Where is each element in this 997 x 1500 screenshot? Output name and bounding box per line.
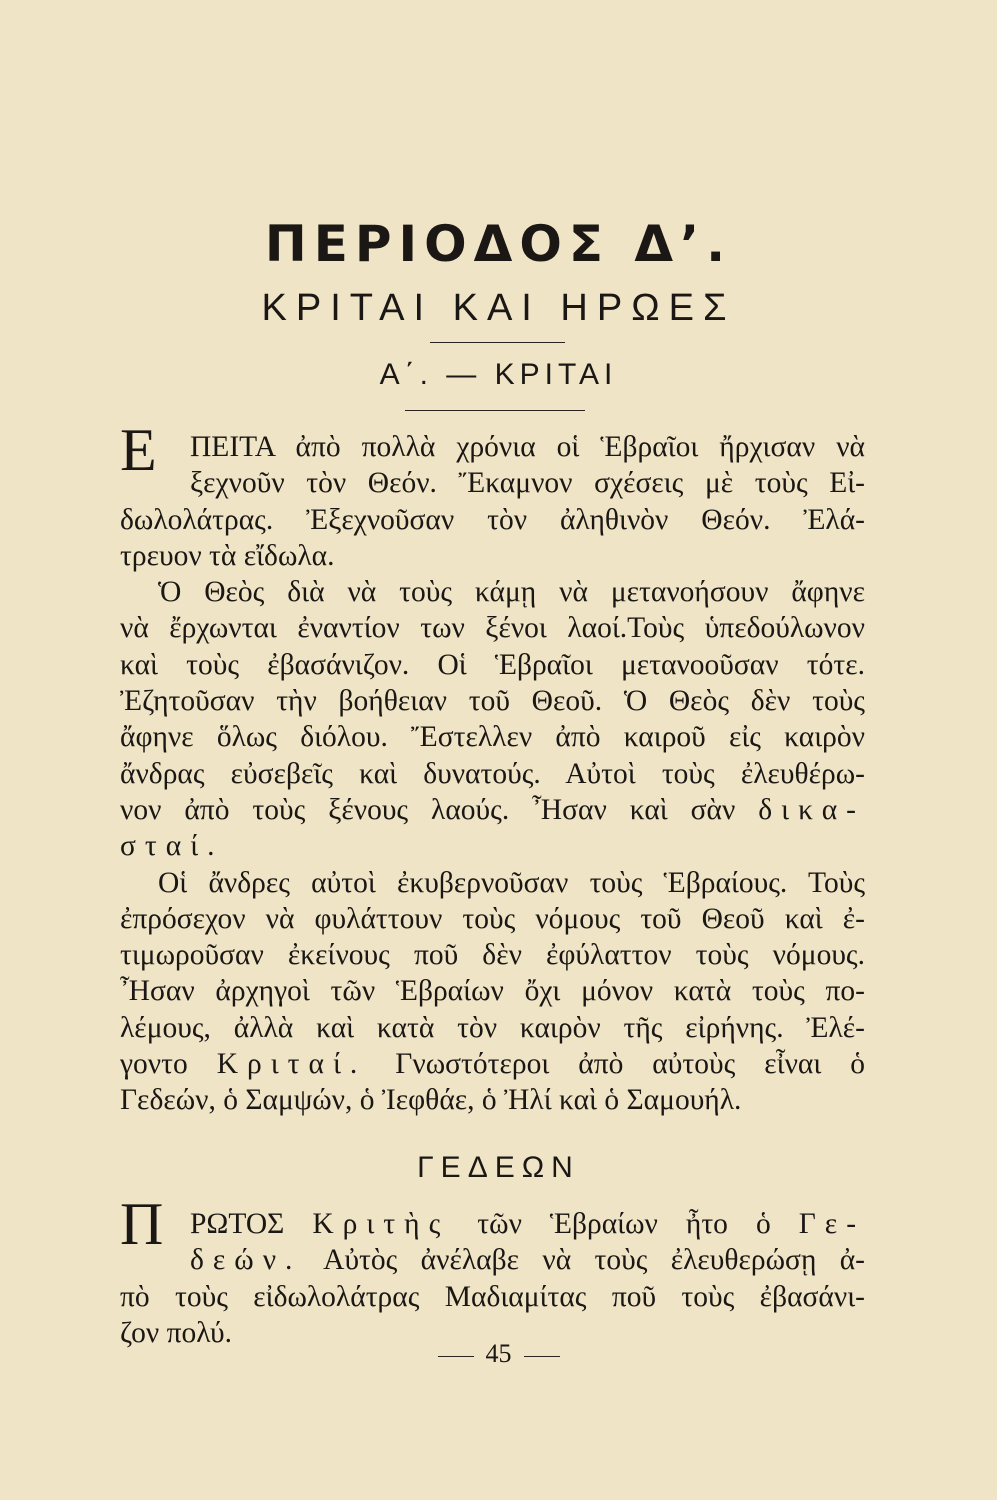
text-line: ΠΕΙΤΑ ἀπὸ πολλὰ χρόνια οἱ Ἑβραῖοι ἤρχισαν νὰ bbox=[190, 431, 865, 463]
divider-rule bbox=[405, 410, 585, 411]
text-line bbox=[120, 1206, 865, 1242]
spaced-word: Κριτὴς bbox=[312, 1208, 450, 1240]
text-line: Οἱ ἄνδρες αὐτοὶ ἐκυβερνοῦσαν τοὺς Ἑβραίους. Τοὺς bbox=[158, 866, 865, 899]
section-heading-gideon: ΓΕΔΕΩΝ bbox=[417, 1151, 580, 1184]
page-number bbox=[0, 1338, 997, 1370]
text-line: Ἐζητοῦσαν τὴν βοήθειαν τοῦ Θεοῦ. Ὁ Θεὸς δὲν τοὺς bbox=[120, 685, 865, 718]
text-line: Γεδεών, ὁ Σαμψών, ὁ Ἰεφθάε, ὁ Ἠλί καὶ ὁ Σαμουήλ. bbox=[120, 1084, 742, 1117]
text-line: νὰ ἔρχωνται ἐναντίον των ξένοι λαοί.Τοὺς ὑπεδούλωνον bbox=[120, 612, 865, 645]
text-segment: ΡΩΤΟΣ bbox=[190, 1208, 285, 1240]
spaced-word: Κριταί. bbox=[216, 1048, 367, 1081]
chapter-title: ΠΕΡΙΟΔΟΣ Δ’. bbox=[264, 215, 733, 273]
text-segment: γοντο bbox=[120, 1048, 188, 1081]
dash bbox=[438, 1356, 474, 1357]
text-line: Ἦσαν ἀρχηγοὶ τῶν Ἑβραίων ὄχι μόνον κατὰ τοὺς πο- bbox=[120, 975, 865, 1008]
text-segment: νον ἀπὸ τοὺς ξένους λαούς. Ἦσαν καὶ σὰν bbox=[120, 793, 736, 826]
page-number-value: 45 bbox=[485, 1339, 512, 1368]
text-segment: Αὐτὸς ἀνέλαβε νὰ τοὺς ἐλευθερώσῃ ἀ- bbox=[323, 1244, 865, 1277]
text-segment: τῶν Ἑβραίων ἦτο ὁ bbox=[477, 1208, 771, 1240]
drop-cap: Π bbox=[120, 1191, 164, 1257]
text-line: τρευον τὰ εἴδωλα. bbox=[120, 539, 335, 572]
body-text bbox=[120, 429, 865, 1119]
spaced-word: δεών. bbox=[190, 1244, 302, 1277]
text-line: ζον πολύ. bbox=[120, 1316, 232, 1349]
divider-rule bbox=[430, 342, 565, 343]
spaced-word: δικα- bbox=[758, 793, 865, 826]
drop-cap: Ε bbox=[120, 417, 157, 483]
text-line: λέμους, ἀλλὰ καὶ κατὰ τὸν καιρὸν τῆς εἰρήνης. Ἐλέ- bbox=[120, 1011, 865, 1044]
text-line: σταί. bbox=[120, 830, 224, 863]
text-line: ἐπρόσεχον νὰ φυλάττουν τοὺς νόμους τοῦ Θεοῦ καὶ ἐ- bbox=[120, 902, 865, 935]
spaced-word: Γε- bbox=[798, 1208, 865, 1240]
text-line: Ὁ Θεὸς διὰ νὰ τοὺς κάμῃ νὰ μετανοήσουν ἄφηνε bbox=[158, 576, 865, 609]
text-line bbox=[120, 792, 865, 828]
text-line: δωλολάτρας. Ἐξεχνοῦσαν τὸν ἀληθινὸν Θεόν. Ἐλά- bbox=[120, 503, 865, 536]
text-line: ἄφηνε ὅλως διόλου. Ἔστελλεν ἀπὸ καιροῦ εἰς καιρὸν bbox=[120, 721, 865, 754]
text-line: καὶ τοὺς ἐβασάνιζον. Οἱ Ἑβραῖοι μετανοοῦσαν τότε. bbox=[120, 648, 865, 681]
body-text bbox=[120, 1206, 865, 1351]
text-line: ἄνδρας εὐσεβεῖς καὶ δυνατούς. Αὐτοὶ τοὺς ἐλευθέρω- bbox=[120, 757, 865, 790]
chapter-subtitle: ΚΡΙΤΑΙ ΚΑΙ ΗΡΩΕΣ bbox=[261, 287, 736, 329]
text-line: ξεχνοῦν τὸν Θεόν. Ἔκαμνον σχέσεις μὲ τοὺς Εἰ- bbox=[190, 467, 865, 500]
text-segment: Γνωστότεροι ἀπὸ αὐτοὺς εἶναι ὁ bbox=[395, 1048, 865, 1081]
text-line: τιμωροῦσαν ἐκείνους ποῦ δὲν ἐφύλαττον τοὺς νόμους. bbox=[120, 939, 865, 972]
text-line bbox=[120, 1242, 865, 1278]
dash bbox=[524, 1356, 560, 1357]
section-heading: Α΄. — ΚΡΙΤΑΙ bbox=[379, 358, 618, 391]
text-line: πὸ τοὺς εἰδωλολάτρας Μαδιαμίτας ποῦ τοὺς ἐβασάνι- bbox=[120, 1280, 865, 1313]
text-line bbox=[120, 1046, 865, 1082]
